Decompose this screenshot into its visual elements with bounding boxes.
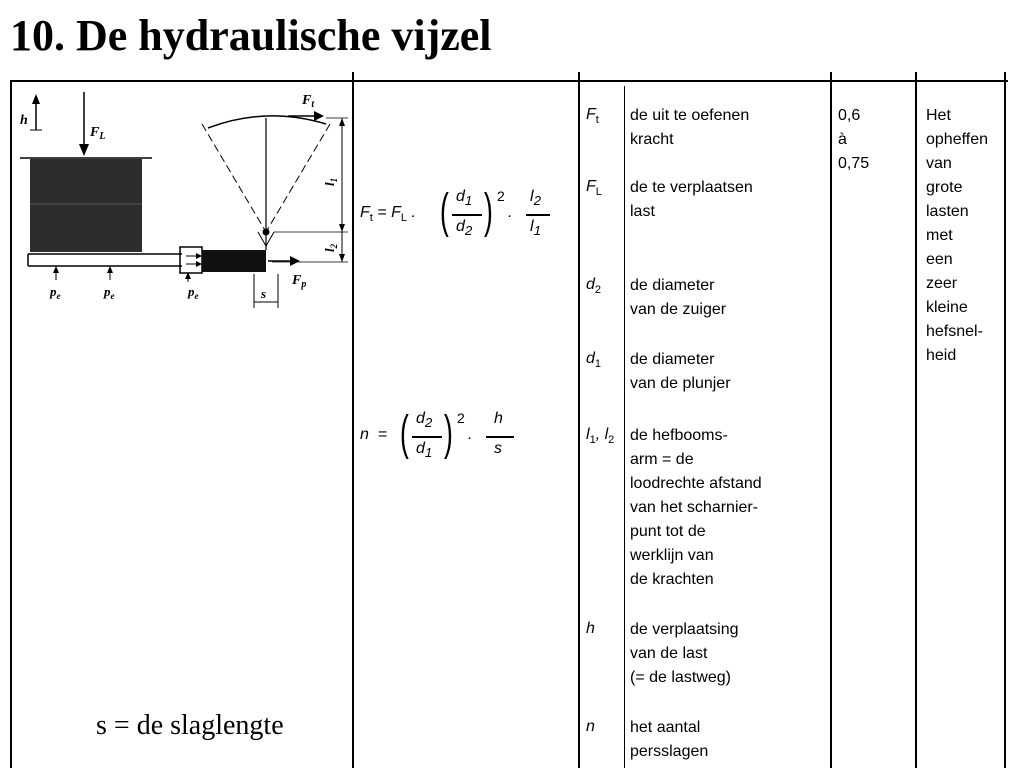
- description-fl: de te verplaatsen last: [630, 179, 753, 220]
- description-d1: de diameter van de plunjer: [630, 351, 731, 392]
- stroke-length-caption: s = de slaglengte: [96, 710, 284, 741]
- symbol-d1: $d_1$: [586, 350, 602, 371]
- symbol-l1-l2: $l_1$, $l_2$: [586, 426, 615, 447]
- column-divider-1: [352, 72, 354, 768]
- label-pe-2: $p_e$: [104, 284, 115, 301]
- column-divider-3: [624, 86, 625, 768]
- column-divider-5: [915, 72, 917, 768]
- hydraulic-jack-diagram: [12, 84, 348, 314]
- formula-strokes: n = ( $d_2$ $d_1$ ) 2 . h s: [360, 408, 570, 464]
- label-fl: $F_L$: [90, 125, 106, 142]
- label-ft: $F_t$: [302, 93, 315, 110]
- efficiency-value: 0,6 à 0,75: [838, 107, 870, 172]
- label-h: h: [20, 113, 28, 128]
- table-top-border: [10, 80, 1008, 82]
- symbol-n: n: [586, 718, 595, 735]
- description-h: de verplaatsing van de last (= de lastweg): [630, 621, 739, 686]
- label-pe-1: $p_e$: [50, 284, 61, 301]
- description-l1-l2: de hefbooms- arm = de loodrechte afstand van het scharnier- punt tot de werklijn van de krachten: [630, 427, 762, 588]
- symbol-h: h: [586, 620, 595, 637]
- description-n: het aantal persslagen: [630, 719, 709, 760]
- symbol-d2: $d_2$: [586, 276, 602, 297]
- page-title: 10. De hydraulische vijzel: [10, 11, 492, 60]
- formula-force: $F_t = F_L$ . ( $d_1$ $d_2$ ) 2 . $l_2$ $l_1$: [360, 186, 570, 242]
- label-s: s: [261, 286, 267, 301]
- description-d2: de diameter van de zuiger: [630, 277, 727, 318]
- table-right-border: [1004, 72, 1006, 768]
- label-fp: $F_p$: [292, 273, 307, 290]
- column-divider-4: [830, 72, 832, 768]
- label-l1: $l_1$: [322, 177, 339, 186]
- symbol-ft: $F_t$: [586, 106, 599, 127]
- symbol-fl: $F_L$: [586, 178, 602, 199]
- label-pe-3: $p_e$: [188, 284, 199, 301]
- application-text: Het opheffen van grote lasten met een zeer kleine hefsnel- heid: [926, 107, 988, 364]
- column-divider-2: [578, 72, 580, 768]
- label-l2: $l_2$: [322, 243, 339, 252]
- description-ft: de uit te oefenen kracht: [630, 107, 750, 148]
